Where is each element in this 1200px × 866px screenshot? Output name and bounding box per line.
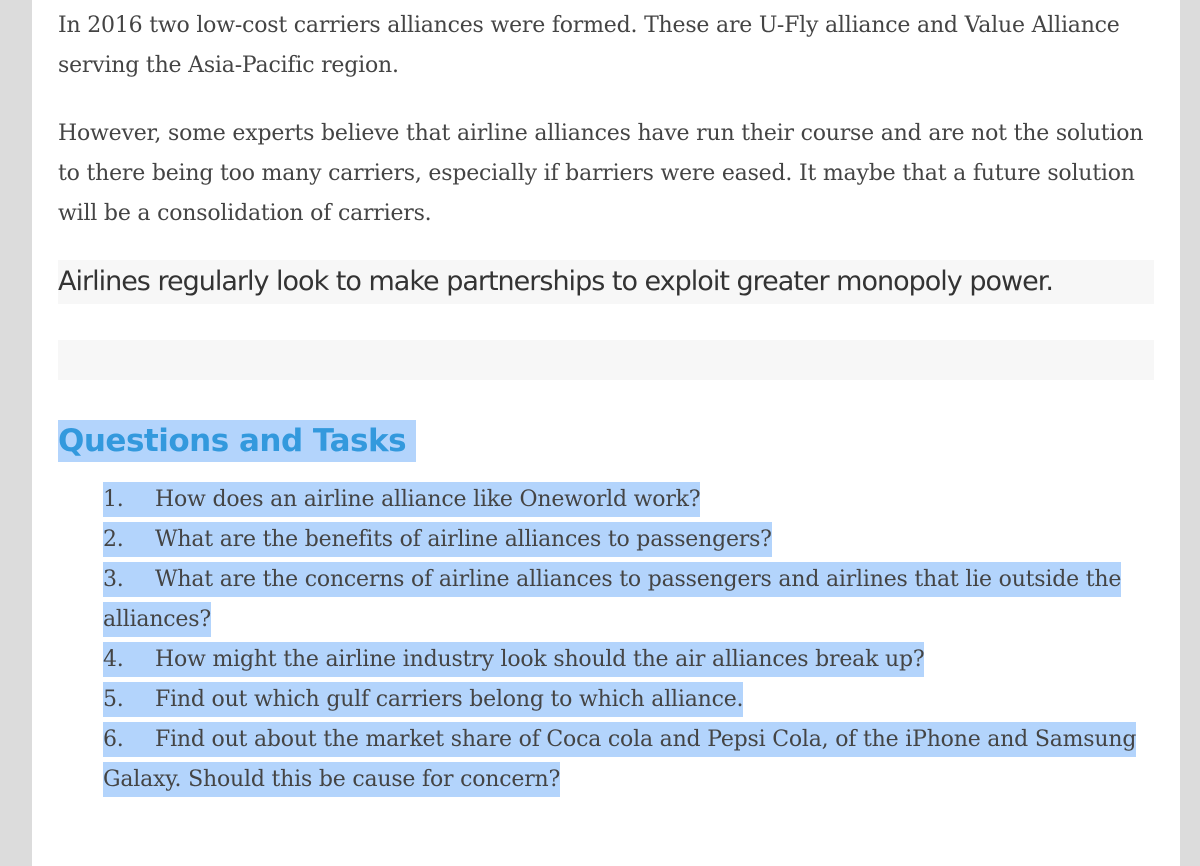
list-item-number: 6. (103, 727, 124, 752)
list-item[interactable] (103, 560, 1153, 640)
empty-embed-box (58, 340, 1154, 380)
list-item-number: 2. (103, 527, 124, 552)
pull-quote-text: Airlines regularly look to make partnerships to exploit greater monopoly power. (58, 266, 1053, 297)
document-page (32, 0, 1180, 866)
paragraph-experts-opinion: However, some experts believe that airline alliances have run their course and are not the solution to there being too many carriers, especially if barriers were eased. It maybe that a future solution will be a consolidation of carriers. (58, 121, 1144, 226)
list-item[interactable] (103, 680, 1153, 720)
list-item-number: 3. (103, 567, 124, 592)
list-item-text: How does an airline alliance like Oneworld work? (155, 487, 701, 512)
section-heading[interactable]: Questions and Tasks (58, 423, 407, 459)
list-item-number: 4. (103, 647, 124, 672)
list-item-text: How might the airline industry look should the air alliances break up? (155, 647, 925, 672)
list-item[interactable] (103, 480, 1153, 520)
list-item-number: 5. (103, 687, 124, 712)
list-item[interactable] (103, 520, 1153, 560)
section-heading-highlight[interactable] (58, 420, 416, 462)
paragraph-low-cost-alliances: In 2016 two low-cost carriers alliances were formed. These are U-Fly alliance and Value Alliance serving the Asia-Pacific region. (58, 13, 1120, 78)
list-item-text: Find out about the market share of Coca cola and Pepsi Cola, of the iPhone and Samsung Galaxy. Should this be cause for concern? (103, 727, 1137, 792)
list-item[interactable] (103, 640, 1153, 680)
list-item-text: What are the concerns of airline alliances to passengers and airlines that lie outside the alliances? (103, 567, 1122, 632)
list-item-number: 1. (103, 487, 124, 512)
list-item-text: Find out which gulf carriers belong to which alliance. (155, 687, 744, 712)
questions-list (103, 480, 1153, 800)
list-item-text: What are the benefits of airline alliances to passengers? (155, 527, 772, 552)
list-item[interactable] (103, 720, 1153, 800)
pull-quote-box (58, 260, 1154, 304)
